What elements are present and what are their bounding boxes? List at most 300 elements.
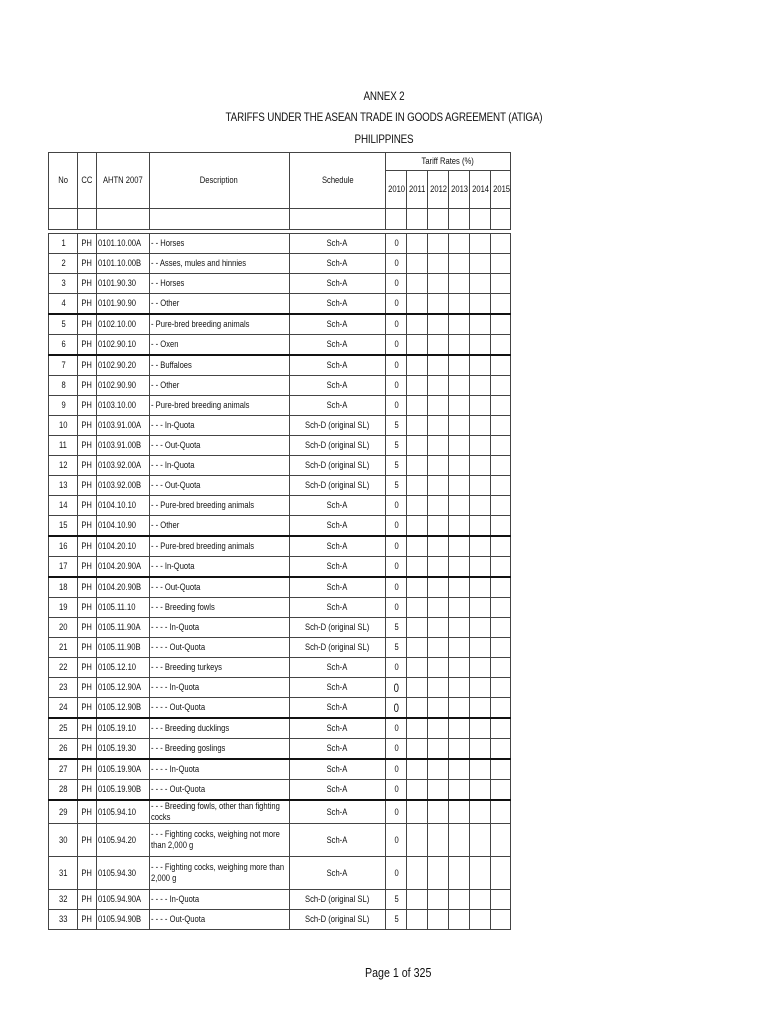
table-row: [49, 618, 511, 638]
row-rate-empty: [490, 294, 510, 315]
row-rate-empty: [448, 496, 469, 516]
row-country-code: PH: [78, 234, 96, 254]
row-rate-empty: [470, 314, 490, 335]
row-country-code: PH: [78, 759, 96, 780]
row-rate-empty: [427, 800, 448, 824]
row-rate-2010: 5: [386, 436, 407, 456]
row-schedule: Sch-A: [289, 516, 385, 537]
row-number: 13: [49, 476, 78, 496]
row-ahtn-code: 0104.20.90A: [96, 557, 149, 578]
row-rate-empty: [407, 516, 427, 537]
row-rate-empty: [490, 824, 510, 857]
row-schedule: Sch-D (original SL): [289, 638, 385, 658]
row-rate-empty: [470, 376, 490, 396]
row-rate-empty: [448, 536, 469, 557]
row-number: 7: [49, 355, 78, 376]
row-rate-empty: [490, 416, 510, 436]
row-ahtn-code: 0105.19.30: [96, 739, 149, 760]
row-description: - - - In-Quota: [149, 557, 289, 578]
row-ahtn-code: 0105.11.90A: [96, 618, 149, 638]
row-rate-empty: [490, 557, 510, 578]
row-rate-empty: [448, 234, 469, 254]
row-schedule: Sch-A: [289, 678, 385, 698]
table-row: [49, 516, 511, 537]
row-rate-empty: [427, 910, 448, 930]
row-schedule: Sch-A: [289, 376, 385, 396]
row-number: 33: [49, 910, 78, 930]
row-rate-empty: [470, 598, 490, 618]
row-rate-empty: [407, 618, 427, 638]
row-description: - Pure-bred breeding animals: [149, 396, 289, 416]
row-number: 22: [49, 658, 78, 678]
header-year-2012: 2012: [427, 171, 448, 209]
row-rate-empty: [470, 335, 490, 356]
row-description: - - Other: [149, 294, 289, 315]
row-rate-empty: [407, 416, 427, 436]
row-rate-empty: [427, 456, 448, 476]
row-ahtn-code: 0104.10.90: [96, 516, 149, 537]
row-number: 31: [49, 857, 78, 890]
row-rate-empty: [407, 396, 427, 416]
row-rate-2010: 0: [386, 376, 407, 396]
row-rate-empty: [448, 396, 469, 416]
row-description: - - - In-Quota: [149, 416, 289, 436]
row-rate-empty: [448, 718, 469, 739]
row-schedule: Sch-A: [289, 355, 385, 376]
row-description: - - Asses, mules and hinnies: [149, 254, 289, 274]
row-rate-2010: 5: [386, 910, 407, 930]
row-country-code: PH: [78, 890, 96, 910]
row-ahtn-code: 0101.10.00A: [96, 234, 149, 254]
table-row: [49, 857, 511, 890]
row-rate-empty: [470, 618, 490, 638]
row-rate-empty: [427, 598, 448, 618]
row-ahtn-code: 0105.19.10: [96, 718, 149, 739]
row-schedule: Sch-A: [289, 824, 385, 857]
row-rate-empty: [407, 739, 427, 760]
row-rate-empty: [490, 496, 510, 516]
row-rate-empty: [470, 857, 490, 890]
row-description: - - - Fighting cocks, weighing not more than 2,000 g: [149, 824, 289, 857]
row-rate-empty: [427, 718, 448, 739]
table-row: [49, 416, 511, 436]
row-schedule: Sch-D (original SL): [289, 890, 385, 910]
row-rate-empty: [427, 314, 448, 335]
table-row: [49, 536, 511, 557]
row-country-code: PH: [78, 718, 96, 739]
row-rate-empty: [427, 476, 448, 496]
table-row: [49, 739, 511, 760]
row-rate-2010: 0: [386, 496, 407, 516]
row-rate-empty: [470, 739, 490, 760]
row-ahtn-code: 0101.90.30: [96, 274, 149, 294]
row-country-code: PH: [78, 536, 96, 557]
table-row: [49, 759, 511, 780]
row-rate-empty: [448, 314, 469, 335]
row-rate-empty: [407, 436, 427, 456]
row-description: - - - Breeding fowls: [149, 598, 289, 618]
row-country-code: PH: [78, 678, 96, 698]
row-number: 27: [49, 759, 78, 780]
row-ahtn-code: 0103.91.00B: [96, 436, 149, 456]
row-country-code: PH: [78, 857, 96, 890]
row-rate-empty: [427, 638, 448, 658]
row-description: - - - - Out-Quota: [149, 698, 289, 719]
row-country-code: PH: [78, 274, 96, 294]
table-header: [49, 153, 511, 234]
row-rate-2010: 0: [386, 536, 407, 557]
row-rate-empty: [448, 274, 469, 294]
row-rate-empty: [470, 698, 490, 719]
row-description: - - Buffaloes: [149, 355, 289, 376]
header-spacer-row: [49, 209, 511, 230]
row-number: 25: [49, 718, 78, 739]
row-rate-empty: [470, 294, 490, 315]
row-schedule: Sch-A: [289, 496, 385, 516]
row-schedule: Sch-A: [289, 314, 385, 335]
row-rate-empty: [470, 910, 490, 930]
row-rate-2010: 0: [386, 294, 407, 315]
row-rate-empty: [490, 780, 510, 801]
row-rate-empty: [448, 335, 469, 356]
row-ahtn-code: 0104.10.10: [96, 496, 149, 516]
row-country-code: PH: [78, 476, 96, 496]
row-rate-empty: [427, 618, 448, 638]
row-rate-empty: [407, 355, 427, 376]
row-rate-empty: [427, 739, 448, 760]
row-rate-empty: [407, 780, 427, 801]
table-row: [49, 476, 511, 496]
row-rate-2010: 0: [386, 718, 407, 739]
row-description: - - - - In-Quota: [149, 678, 289, 698]
table-row: [49, 800, 511, 824]
row-rate-2010: 5: [386, 456, 407, 476]
row-rate-empty: [448, 678, 469, 698]
row-schedule: Sch-D (original SL): [289, 416, 385, 436]
row-country-code: PH: [78, 294, 96, 315]
table-row: [49, 780, 511, 801]
row-schedule: Sch-A: [289, 234, 385, 254]
row-description: - - - Breeding turkeys: [149, 658, 289, 678]
row-number: 15: [49, 516, 78, 537]
row-description: - - Other: [149, 516, 289, 537]
row-rate-empty: [470, 274, 490, 294]
table-row: [49, 577, 511, 598]
row-rate-empty: [490, 396, 510, 416]
row-schedule: Sch-A: [289, 698, 385, 719]
row-rate-empty: [407, 335, 427, 356]
row-schedule: Sch-A: [289, 254, 385, 274]
row-rate-2010: 0: [386, 759, 407, 780]
header-cc: CC: [78, 153, 96, 209]
row-number: 17: [49, 557, 78, 578]
row-rate-empty: [490, 598, 510, 618]
row-schedule: Sch-D (original SL): [289, 456, 385, 476]
row-description: - - - In-Quota: [149, 456, 289, 476]
row-rate-empty: [427, 658, 448, 678]
header-year-2013: 2013: [448, 171, 469, 209]
row-number: 21: [49, 638, 78, 658]
row-number: 30: [49, 824, 78, 857]
table-row: [49, 335, 511, 356]
row-rate-empty: [407, 598, 427, 618]
row-description: - - - - In-Quota: [149, 618, 289, 638]
row-country-code: PH: [78, 436, 96, 456]
row-rate-empty: [448, 416, 469, 436]
row-rate-empty: [470, 577, 490, 598]
row-ahtn-code: 0105.12.90B: [96, 698, 149, 719]
row-ahtn-code: 0105.12.10: [96, 658, 149, 678]
row-rate-empty: [490, 577, 510, 598]
row-rate-empty: [470, 780, 490, 801]
row-rate-empty: [427, 857, 448, 890]
row-rate-empty: [448, 456, 469, 476]
table-row: [49, 456, 511, 476]
row-country-code: PH: [78, 355, 96, 376]
row-country-code: PH: [78, 557, 96, 578]
row-rate-2010: 0: [386, 658, 407, 678]
row-description: - Pure-bred breeding animals: [149, 314, 289, 335]
row-country-code: PH: [78, 739, 96, 760]
row-rate-2010: 0: [386, 800, 407, 824]
header-no: No: [49, 153, 78, 209]
row-ahtn-code: 0101.90.90: [96, 294, 149, 315]
row-rate-empty: [427, 536, 448, 557]
row-number: 16: [49, 536, 78, 557]
row-rate-empty: [448, 890, 469, 910]
row-ahtn-code: 0102.90.10: [96, 335, 149, 356]
row-rate-empty: [448, 577, 469, 598]
row-rate-empty: [448, 824, 469, 857]
row-rate-empty: [490, 857, 510, 890]
row-rate-empty: [427, 376, 448, 396]
row-country-code: PH: [78, 638, 96, 658]
table-row: [49, 436, 511, 456]
document-title: TARIFFS UNDER THE ASEAN TRADE IN GOODS AGREEMENT (ATIGA): [225, 110, 543, 124]
row-rate-empty: [470, 436, 490, 456]
row-country-code: PH: [78, 314, 96, 335]
row-rate-empty: [490, 234, 510, 254]
row-rate-empty: [448, 355, 469, 376]
row-schedule: Sch-A: [289, 294, 385, 315]
row-rate-empty: [448, 436, 469, 456]
row-rate-empty: [427, 759, 448, 780]
row-rate-empty: [407, 800, 427, 824]
row-number: 29: [49, 800, 78, 824]
row-rate-2010: 0: [386, 824, 407, 857]
row-rate-empty: [407, 910, 427, 930]
row-country-code: PH: [78, 658, 96, 678]
row-rate-empty: [448, 376, 469, 396]
row-rate-empty: [427, 234, 448, 254]
row-rate-empty: [470, 234, 490, 254]
row-description: - - - Breeding goslings: [149, 739, 289, 760]
table-row: [49, 658, 511, 678]
row-rate-empty: [470, 638, 490, 658]
row-rate-empty: [490, 456, 510, 476]
row-rate-empty: [448, 658, 469, 678]
row-rate-empty: [470, 890, 490, 910]
row-rate-empty: [407, 496, 427, 516]
row-ahtn-code: 0105.94.30: [96, 857, 149, 890]
row-rate-empty: [470, 557, 490, 578]
header-year-2010: 2010: [386, 171, 407, 209]
row-rate-empty: [448, 780, 469, 801]
row-rate-empty: [490, 739, 510, 760]
row-rate-empty: [427, 890, 448, 910]
row-description: - - - Out-Quota: [149, 577, 289, 598]
row-rate-empty: [407, 254, 427, 274]
table-row: [49, 314, 511, 335]
row-ahtn-code: 0105.94.90B: [96, 910, 149, 930]
row-description: - - Horses: [149, 274, 289, 294]
row-rate-empty: [490, 476, 510, 496]
row-number: 9: [49, 396, 78, 416]
row-rate-empty: [490, 800, 510, 824]
row-rate-empty: [448, 698, 469, 719]
row-description: - - - Fighting cocks, weighing more than 2,000 g: [149, 857, 289, 890]
table-row: [49, 718, 511, 739]
row-rate-empty: [490, 274, 510, 294]
row-rate-empty: [490, 254, 510, 274]
row-rate-empty: [407, 698, 427, 719]
row-description: - - - - Out-Quota: [149, 638, 289, 658]
tariff-table: [48, 152, 511, 930]
row-schedule: Sch-A: [289, 396, 385, 416]
row-rate-empty: [490, 910, 510, 930]
row-number: 26: [49, 739, 78, 760]
row-country-code: PH: [78, 376, 96, 396]
row-rate-2010: 5: [386, 476, 407, 496]
row-number: 12: [49, 456, 78, 476]
annex-label: ANNEX 2: [363, 89, 405, 103]
row-rate-2010: 0: [386, 780, 407, 801]
row-country-code: PH: [78, 496, 96, 516]
row-rate-2010: 5: [386, 890, 407, 910]
row-rate-2010: 0: [386, 557, 407, 578]
row-schedule: Sch-A: [289, 857, 385, 890]
row-country-code: PH: [78, 456, 96, 476]
row-ahtn-code: 0103.91.00A: [96, 416, 149, 436]
table-row: [49, 355, 511, 376]
row-rate-empty: [427, 516, 448, 537]
row-rate-empty: [470, 416, 490, 436]
row-number: 8: [49, 376, 78, 396]
row-rate-empty: [490, 376, 510, 396]
row-rate-empty: [407, 294, 427, 315]
row-ahtn-code: 0103.92.00B: [96, 476, 149, 496]
row-rate-empty: [470, 800, 490, 824]
row-rate-empty: [470, 355, 490, 376]
row-schedule: Sch-A: [289, 335, 385, 356]
row-rate-empty: [470, 718, 490, 739]
row-schedule: Sch-A: [289, 557, 385, 578]
header-ahtn: AHTN 2007: [96, 153, 149, 209]
row-rate-empty: [407, 824, 427, 857]
row-rate-empty: [448, 800, 469, 824]
row-rate-empty: [490, 536, 510, 557]
table-row: [49, 496, 511, 516]
row-schedule: Sch-D (original SL): [289, 618, 385, 638]
row-schedule: Sch-A: [289, 598, 385, 618]
row-number: 20: [49, 618, 78, 638]
row-ahtn-code: 0105.94.10: [96, 800, 149, 824]
row-country-code: PH: [78, 254, 96, 274]
row-description: - - Pure-bred breeding animals: [149, 536, 289, 557]
row-rate-2010: 5: [386, 618, 407, 638]
row-rate-2010: 0: [386, 355, 407, 376]
row-rate-empty: [470, 759, 490, 780]
row-rate-empty: [407, 759, 427, 780]
row-rate-empty: [490, 658, 510, 678]
row-ahtn-code: 0102.90.90: [96, 376, 149, 396]
row-rate-empty: [448, 557, 469, 578]
row-schedule: Sch-A: [289, 739, 385, 760]
row-rate-empty: [470, 658, 490, 678]
row-country-code: PH: [78, 516, 96, 537]
row-rate-empty: [448, 857, 469, 890]
row-rate-empty: [448, 759, 469, 780]
row-rate-empty: [448, 910, 469, 930]
row-country-code: PH: [78, 800, 96, 824]
row-rate-empty: [407, 638, 427, 658]
row-rate-empty: [427, 824, 448, 857]
row-rate-2010: 5: [386, 416, 407, 436]
row-rate-empty: [470, 476, 490, 496]
row-rate-2010: 0: [386, 598, 407, 618]
row-rate-empty: [490, 355, 510, 376]
row-rate-empty: [448, 618, 469, 638]
row-rate-empty: [407, 314, 427, 335]
table-body: [49, 234, 511, 930]
row-rate-2010: 0: [386, 274, 407, 294]
row-rate-empty: [427, 274, 448, 294]
row-number: 3: [49, 274, 78, 294]
row-rate-empty: [490, 436, 510, 456]
header-description: Description: [149, 153, 289, 209]
row-rate-empty: [427, 335, 448, 356]
row-rate-empty: [490, 718, 510, 739]
row-rate-empty: [448, 294, 469, 315]
row-country-code: PH: [78, 780, 96, 801]
row-country-code: PH: [78, 335, 96, 356]
row-ahtn-code: 0105.19.90A: [96, 759, 149, 780]
row-ahtn-code: 0104.20.10: [96, 536, 149, 557]
row-description: - - Other: [149, 376, 289, 396]
row-rate-2010: 0: [386, 857, 407, 890]
row-rate-empty: [427, 294, 448, 315]
table-row: [49, 254, 511, 274]
row-country-code: PH: [78, 618, 96, 638]
row-description: - - - - In-Quota: [149, 759, 289, 780]
row-ahtn-code: 0105.94.90A: [96, 890, 149, 910]
row-rate-empty: [427, 416, 448, 436]
row-rate-2010: 0: [386, 739, 407, 760]
row-rate-empty: [407, 476, 427, 496]
row-description: - - - Breeding fowls, other than fighting cocks: [149, 800, 289, 824]
row-rate-2010: 0: [386, 314, 407, 335]
row-rate-2010: 0: [386, 234, 407, 254]
row-number: 6: [49, 335, 78, 356]
row-ahtn-code: 0103.10.00: [96, 396, 149, 416]
row-rate-empty: [470, 456, 490, 476]
row-description: - - - - Out-Quota: [149, 780, 289, 801]
row-rate-empty: [407, 718, 427, 739]
table-row: [49, 698, 511, 719]
row-rate-empty: [448, 516, 469, 537]
row-description: - - Horses: [149, 234, 289, 254]
row-ahtn-code: 0102.10.00: [96, 314, 149, 335]
